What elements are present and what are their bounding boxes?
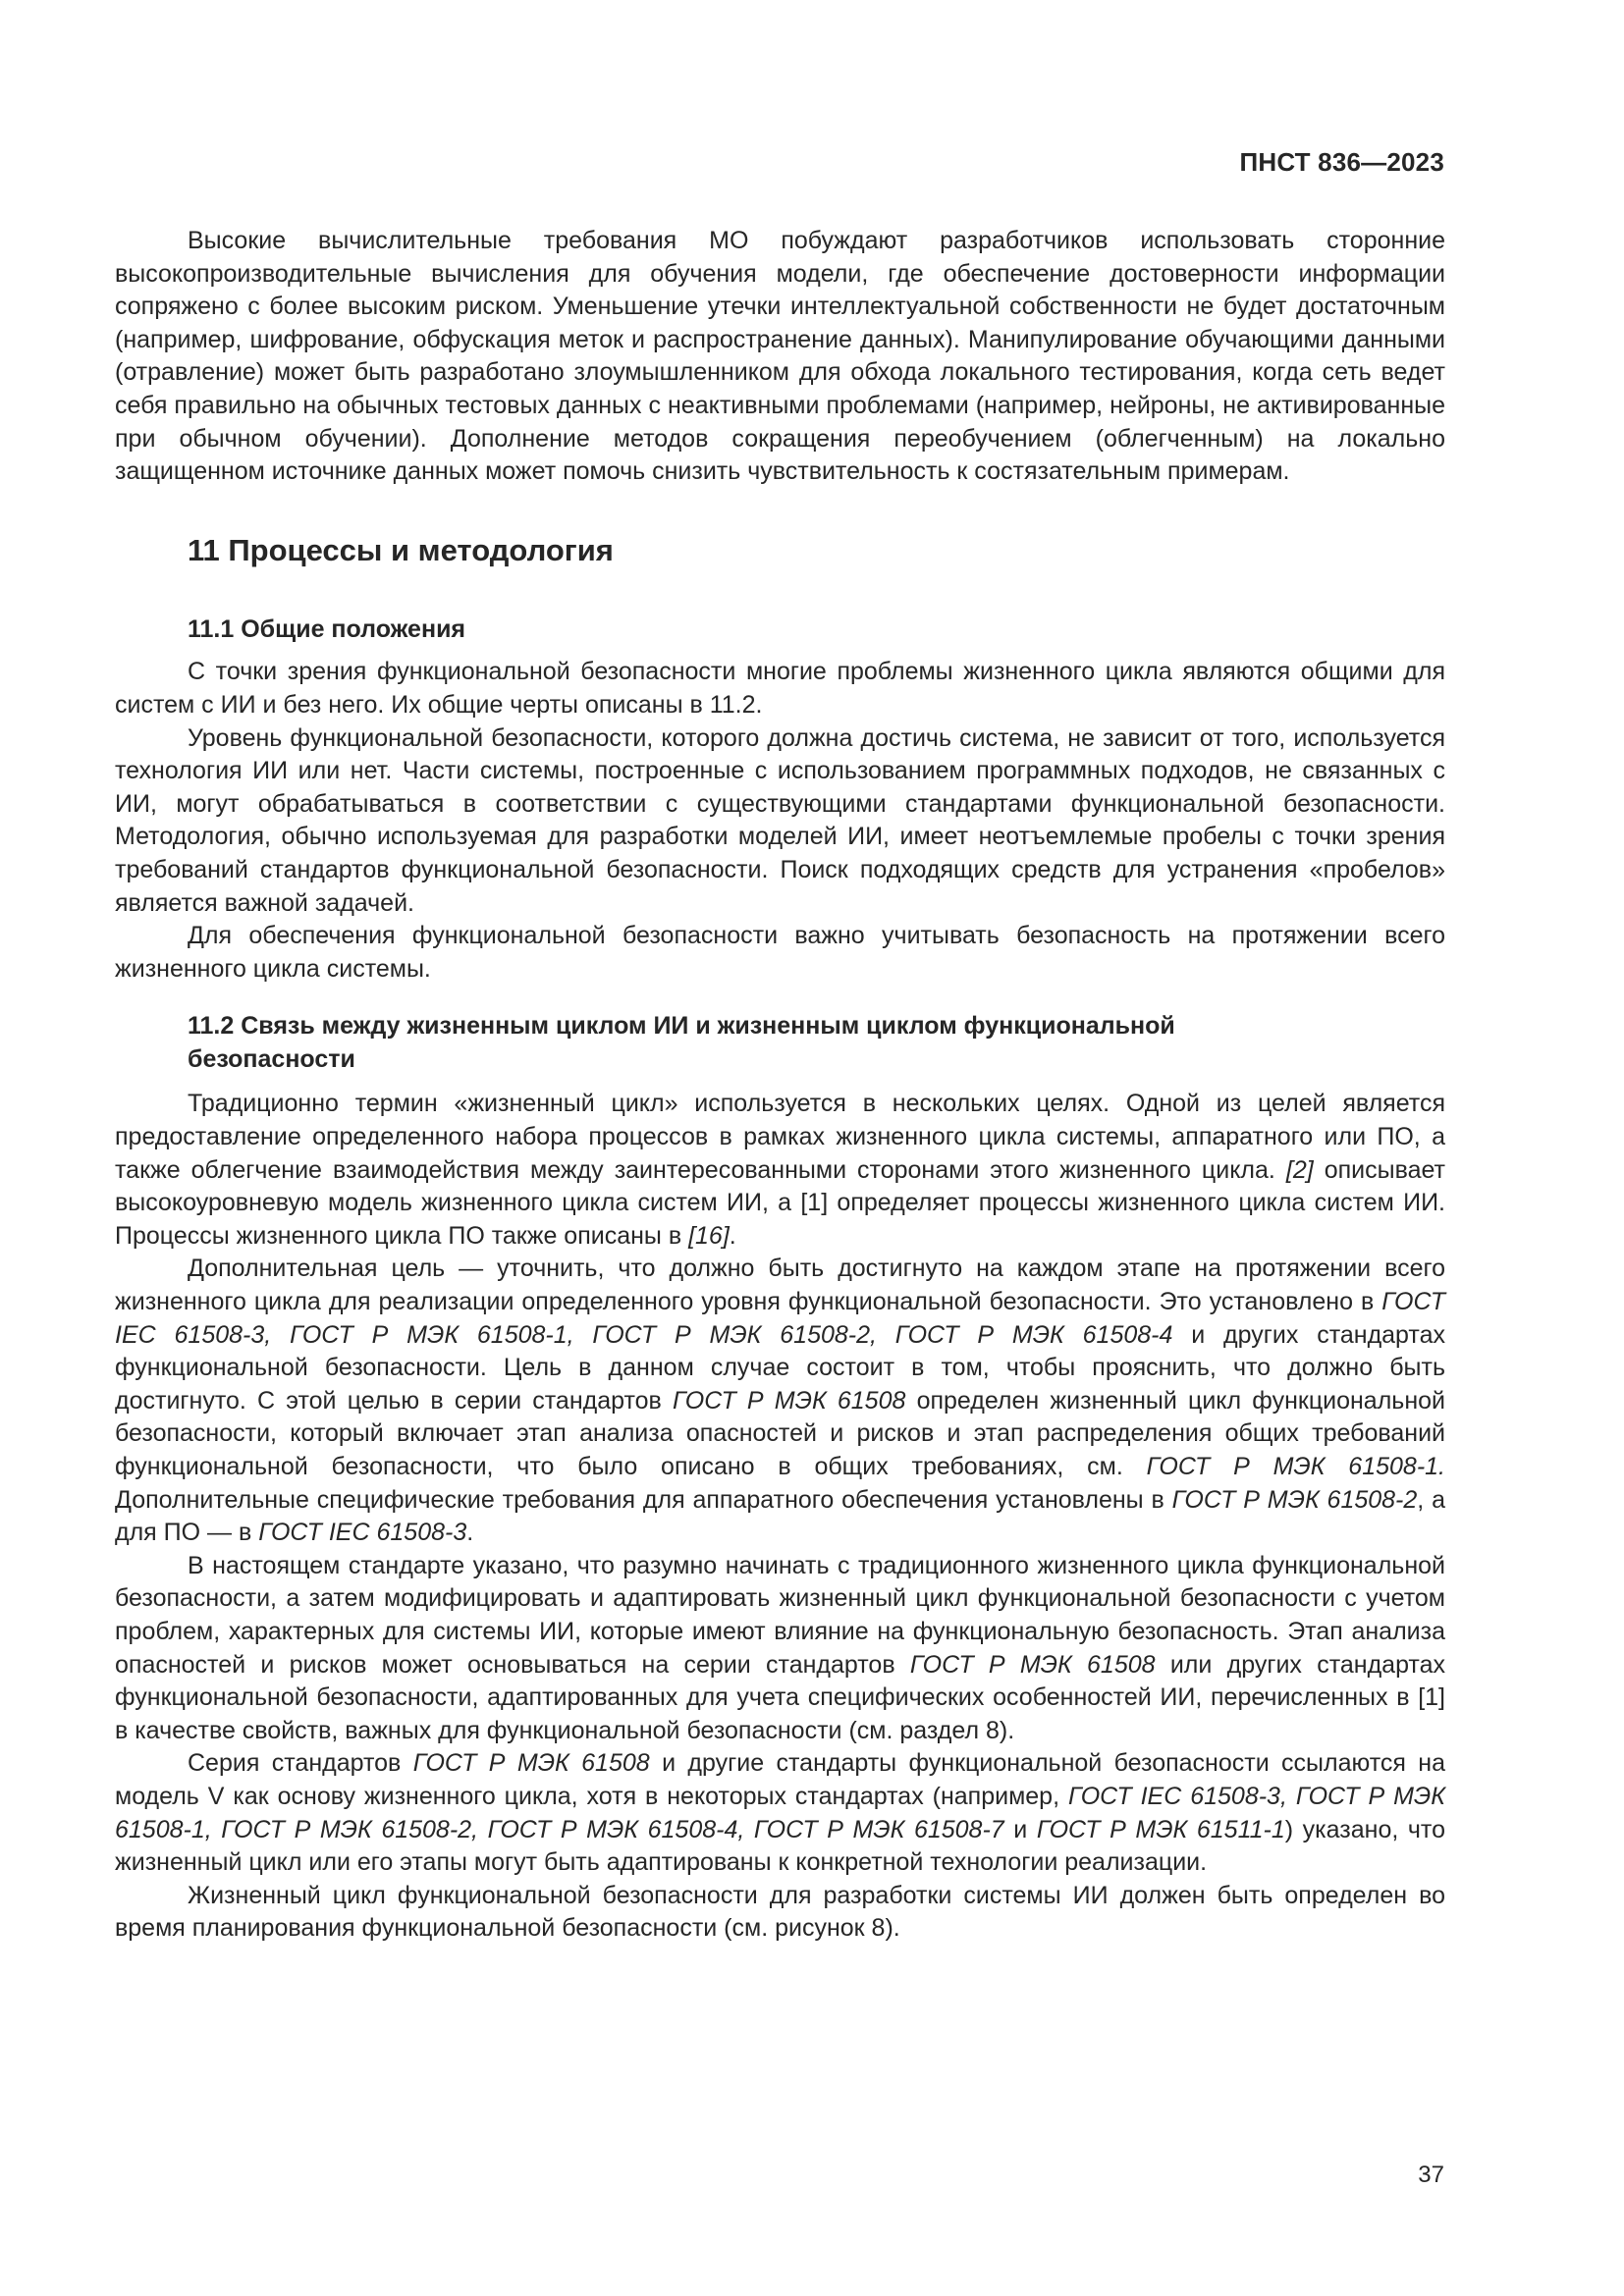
paragraph: Жизненный цикл функциональной безопасности для разработки системы ИИ должен быть определен во время планирования функциональной безопасности (см. рисунок 8). [115, 1881, 1445, 1943]
italic-reference: ГОСТ Р МЭК 61508 [412, 1749, 650, 1778]
paragraph: В настоящем стандарте указано, что разумно начинать с традиционного жизненного цикла функциональной безопасности, а затем модифицировать и адаптировать жизненный цикл функциональной безопасности с учетом проблем, характерных для системы ИИ, которые имеют влияние на функциональную безопасность. Этап анализа опасностей и рисков может основываться на серии стандартов ГОСТ Р МЭК 61508 или других стандартах функциональной безопасности, адаптированных для учета специфических особенностей ИИ, перечисленных в [1] в качестве свойств, важных для функциональной безопасности (см. раздел 8). [115, 1551, 1445, 1744]
subsection-heading [188, 1010, 1445, 1076]
paragraph: Серия стандартов ГОСТ Р МЭК 61508 и другие стандарты функциональной безопасности ссылаются на модель V как основу жизненного цикла, хотя в некоторых стандартах (например, ГОСТ IEC 61508-3, ГОСТ Р МЭК 61508-1, ГОСТ Р МЭК 61508-2, ГОСТ Р МЭК 61508-4, ГОСТ Р МЭК 61508-7 и ГОСТ Р МЭК 61511-1) указано, что жизненный цикл или его этапы могут быть адаптированы к конкретной технологии реализации. [115, 1749, 1446, 1877]
paragraph: Уровень функциональной безопасности, которого должна достичь система, не зависит от того, используется технология ИИ или нет. Части системы, построенные с использованием программных подходов, не связанных с ИИ, могут обрабатываться в соответствии с существующими стандартами функциональной безопасности. Методология, обычно используемая для разработки моделей ИИ, имеет неотъемлемые пробелы с точки зрения требований стандартов функциональной безопасности. Поиск подходящих средств для устранения «пробелов» является важной задачей. [115, 723, 1445, 917]
italic-reference: ГОСТ Р МЭК 61508 [673, 1386, 906, 1415]
subsection-heading: 11.1 Общие положения [188, 614, 466, 643]
paragraph: Традиционно термин «жизненный цикл» используется в нескольких целях. Одной из целей является предоставление определенного набора процессов в рамках жизненного цикла системы, аппаратного или ПО, а также облегчение взаимодействия между заинтересованными сторонами этого жизненного цикла. [2] описывает высокоуровневую модель жизненного цикла систем ИИ, а [1] определяет процессы жизненного цикла систем ИИ. Процессы жизненного цикла ПО также описаны в [16]. [115, 1090, 1446, 1250]
paragraph: С точки зрения функциональной безопасности многие проблемы жизненного цикла являются общими для систем с ИИ и без него. Их общие черты описаны в 11.2. [115, 658, 1445, 719]
italic-reference: ГОСТ Р МЭК 61511-1 [1036, 1815, 1285, 1843]
subsection-heading-line: 11.2 Связь между жизненным циклом ИИ и жизненным циклом функциональной [188, 1012, 1175, 1041]
italic-reference: ГОСТ Р МЭК 61508-1. [1146, 1453, 1445, 1480]
italic-reference: [16] [688, 1221, 730, 1250]
subsection-heading-line: безопасности [188, 1044, 355, 1073]
italic-reference: ГОСТ Р МЭК 61508 [909, 1650, 1156, 1679]
paragraph: Для обеспечения функциональной безопасности важно учитывать безопасность на протяжении всего жизненного цикла системы. [115, 922, 1445, 983]
italic-reference: [2] [1285, 1155, 1314, 1184]
section-heading: 11 Процессы и методология [188, 532, 614, 567]
italic-reference: ГОСТ IEC 61508-3, ГОСТ Р МЭК 61508-1, ГОСТ Р МЭК 61508-2, ГОСТ Р МЭК 61508-4, ГОСТ Р МЭК 61508-7 [115, 1782, 1445, 1843]
italic-reference: ГОСТ IEC 61508-3 [258, 1519, 467, 1547]
document-id: ПНСТ 836—2023 [1239, 147, 1444, 177]
paragraph: Высокие вычислительные требования МО побуждают разработчиков использовать сторонние высокопроизводительные вычисления для обучения модели, где обеспечение достоверности информации сопряжено с более высоким риском. Уменьшение утечки интеллектуальной собственности не будет достаточным (например, шифрование, обфускация меток и распространение данных). Манипулирование обучающими данными (отравление) может быть разработано злоумышленником для обхода локального тестирования, когда сеть ведет себя правильно на обычных тестовых данных с неактивными проблемами (например, нейроны, не активированные при обычном обучении). Дополнение методов сокращения переобучением (облегченным) на локально защищенном источнике данных может помочь снизить чувствительность к состязательным примерам. [115, 227, 1445, 486]
page-content [115, 225, 1445, 1946]
paragraph: Дополнительная цель — уточнить, что должно быть достигнуто на каждом этапе на протяжении всего жизненного цикла для реализации определенного уровня функциональной безопасности. Это установлено в ГОСТ IEC 61508-3, ГОСТ Р МЭК 61508-1, ГОСТ Р МЭК 61508-2, ГОСТ Р МЭК 61508-4 и других стандартах функциональной безопасности. Цель в данном случае состоит в том, чтобы прояснить, что должно быть достигнуто. С этой целью в серии стандартов ГОСТ Р МЭК 61508 определен жизненный цикл функциональной безопасности, который включает этап анализа опасностей и рисков и этап распределения общих требований функциональной безопасности, что было описано в общих требованиях, см. ГОСТ Р МЭК 61508-1. Дополнительные специфические требования для аппаратного обеспечения установлены в ГОСТ Р МЭК 61508-2, а для ПО — в ГОСТ IEC 61508-3. [115, 1255, 1446, 1547]
italic-reference: ГОСТ Р МЭК 61508-2 [1171, 1485, 1418, 1514]
intro-section [115, 225, 1445, 489]
italic-reference: ГОСТ IEC 61508-3, ГОСТ Р МЭК 61508-1, ГОСТ Р МЭК 61508-2, ГОСТ Р МЭК 61508-4 [115, 1288, 1445, 1349]
page-number: 37 [1418, 2162, 1444, 2188]
